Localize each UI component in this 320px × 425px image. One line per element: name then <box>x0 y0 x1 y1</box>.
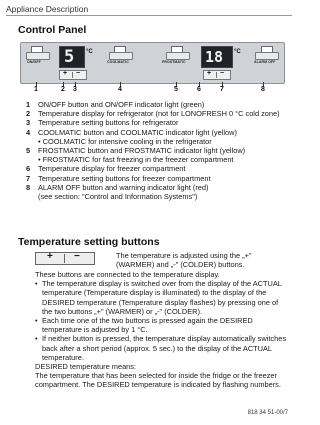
fridge-display-value: 5 <box>64 47 75 67</box>
legend-item: 6 Temperature display for freezer compartment <box>26 164 186 174</box>
legend-item: 4 COOLMATIC button and COOLMATIC indicator light (yellow) • COOLMATIC for intensive cooling in the refrigerator <box>26 127 237 146</box>
desired-text: The temperature that has been selected for inside the fridge or the freezer compartment. The DESIRED temperature is indicated by flashing numbers. <box>35 371 281 390</box>
callout-2: 2 <box>61 86 65 93</box>
bullet-item: • Each time one of the two buttons is pressed again the DESIRED temperature is adjusted by 1 °C. <box>35 316 253 335</box>
control-panel-title: Control Panel <box>18 24 87 36</box>
fridge-temperature-display <box>59 46 85 68</box>
fridge-minus-sign: − <box>76 70 81 77</box>
temperature-buttons-title: Temperature setting buttons <box>18 236 160 248</box>
callout-3: 3 <box>73 86 77 93</box>
legend-item: 2 Temperature display for refrigerator (not for LONOFRESH 0 °C cold zone) <box>26 109 280 119</box>
control-panel-legend <box>26 100 284 201</box>
freezer-setting-buttons <box>203 70 231 80</box>
callout-8: 8 <box>261 86 265 93</box>
frostmatic-button <box>166 52 190 60</box>
callout-6: 6 <box>197 86 201 93</box>
fridge-setting-buttons <box>59 70 87 80</box>
legend-item: 3 Temperature setting buttons for refrigerator <box>26 118 179 128</box>
freezer-unit-label: °C <box>234 49 241 55</box>
plus-sign: + <box>47 251 53 262</box>
legend-item: 1 ON/OFF button and ON/OFF indicator light (green) <box>26 100 205 109</box>
control-panel-illustration <box>20 42 285 84</box>
connected-text: These buttons are connected to the temperature display. <box>35 270 220 279</box>
callout-7: 7 <box>220 86 224 93</box>
minus-sign: − <box>74 251 80 262</box>
alarm-off-label: ALARM OFF <box>254 60 276 64</box>
legend-item: 8 ALARM OFF button and warning indicator light (red) (see section: "Control and Information Systems") <box>26 182 209 202</box>
on-off-label: ON/OFF <box>27 60 41 64</box>
section-header: Appliance Description <box>6 4 89 14</box>
temperature-buttons-intro: The temperature is adjusted using the „+" (WARMER) and „-" (COLDER) buttons. <box>116 251 252 270</box>
callout-1: 1 <box>34 86 38 93</box>
freezer-temperature-display <box>201 46 233 68</box>
alarm-off-button <box>255 52 279 60</box>
bullet-item: • If neither button is pressed, the temperature display automatically switches back after a short period (approx. 5 sec.) to the display of the ACTUAL temperature. <box>35 334 287 362</box>
callout-5: 5 <box>174 86 178 93</box>
temperature-buttons-body <box>35 270 288 390</box>
bullet-item: • The temperature display is switched over from the display of the ACTUAL temperature (Temperature display is illuminated) to the display of the DESIRED temperature (Temperature display flashes) by pressing one of the two buttons „+" (WARMER) or „-" (COLDER). <box>35 279 282 316</box>
frostmatic-label: FROSTMATIC <box>162 60 186 64</box>
freezer-minus-sign: − <box>220 70 225 77</box>
coolmatic-label: COOLMATIC <box>107 60 129 64</box>
fridge-plus-sign: + <box>63 70 68 77</box>
callout-4: 4 <box>118 86 122 93</box>
freezer-display-value: 18 <box>205 48 224 66</box>
header-divider <box>6 15 292 16</box>
freezer-plus-sign: + <box>207 70 212 77</box>
on-off-button <box>26 52 50 60</box>
fridge-unit-label: °C <box>86 49 93 55</box>
coolmatic-button <box>109 52 133 60</box>
plus-minus-buttons-illustration <box>35 252 95 265</box>
legend-item: 7 Temperature setting buttons for freezer compartment <box>26 173 211 183</box>
legend-item: 5 FROSTMATIC button and FROSTMATIC indicator light (yellow) • FROSTMATIC for fast freezing in the freezer compartment <box>26 146 246 165</box>
document-code: 818 34 51-00/7 <box>247 410 288 416</box>
desired-heading: DESIRED temperature means: <box>35 362 137 372</box>
